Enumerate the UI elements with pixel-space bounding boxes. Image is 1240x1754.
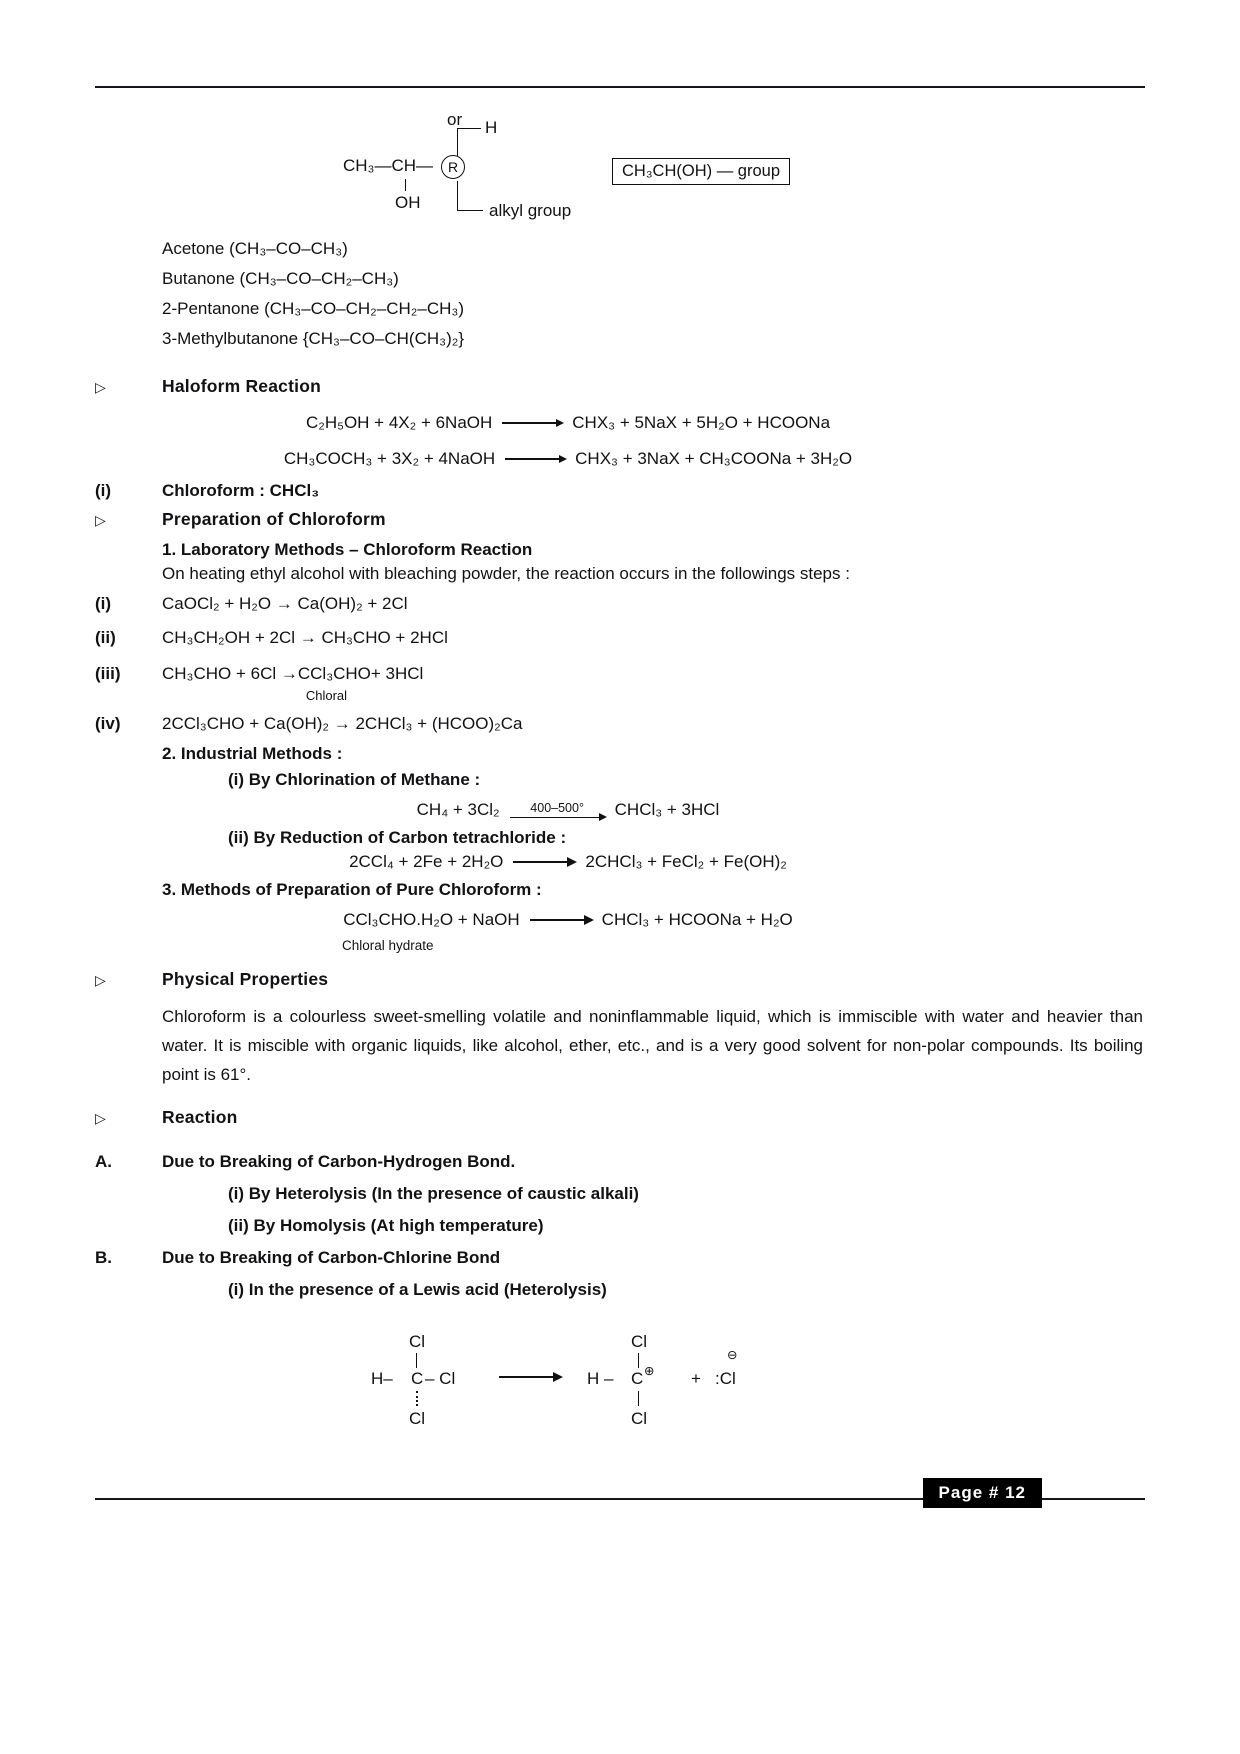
arrow-bullet-icon: ▷ bbox=[95, 972, 106, 988]
hydroxyl-label: OH bbox=[395, 193, 421, 212]
item-a-sub2: (ii) By Homolysis (At high temperature) bbox=[228, 1216, 544, 1235]
ccl4-equation bbox=[95, 852, 1145, 872]
step-num: (ii) bbox=[95, 628, 116, 647]
item-b-label: B. bbox=[95, 1248, 112, 1267]
physical-properties-title: Physical Properties bbox=[162, 969, 329, 989]
cl-bottom: Cl bbox=[409, 1409, 426, 1428]
c-cl-bond bbox=[416, 1353, 417, 1368]
chloral-hydrate-label: Chloral hydrate bbox=[342, 938, 434, 953]
carbocation-molecule bbox=[587, 1332, 687, 1432]
heterolysis-mechanism bbox=[95, 1332, 1145, 1442]
ketone-pentanone: 2-Pentanone (CH₃–CO–CH₂–CH₂–CH₃) bbox=[162, 299, 464, 318]
reaction-arrow-icon bbox=[510, 817, 605, 819]
ketone-examples bbox=[95, 234, 1145, 354]
step-equation: CH₃CH₂OH + 2Cl → CH₃CHO + 2HCl bbox=[162, 628, 448, 647]
step-equation: 2CCl₃CHO + Ca(OH)₂ → 2CHCl₃ + (HCOO)₂Ca bbox=[162, 714, 523, 733]
lab-methods-intro: On heating ethyl alcohol with bleaching powder, the reaction occurs in the followings steps : bbox=[162, 564, 850, 583]
r-group-circle: R bbox=[441, 155, 465, 179]
chloroform-molecule bbox=[359, 1332, 489, 1432]
ccl4-heading: (ii) By Reduction of Carbon tetrachloride : bbox=[228, 828, 567, 847]
industrial-heading: 2. Industrial Methods : bbox=[162, 744, 343, 763]
reaction-title: Reaction bbox=[162, 1107, 238, 1127]
breaking-c-cl-bond bbox=[416, 1391, 418, 1406]
cl-top: Cl bbox=[409, 1332, 426, 1351]
reaction-arrow-icon bbox=[499, 1376, 561, 1378]
ccl4-eq-reactants: 2CCl₄ + 2Fe + 2H₂O bbox=[349, 852, 504, 871]
haloform-eq1-reactants: C₂H₅OH + 4X₂ + 6NaOH bbox=[305, 413, 493, 432]
ch3choh-group-box: CH₃CH(OH) — group bbox=[612, 158, 790, 185]
or-label: or bbox=[447, 110, 463, 129]
item-b-sub1: (i) In the presence of a Lewis acid (Heterolysis) bbox=[228, 1280, 607, 1299]
bond-bracket-down bbox=[457, 181, 483, 211]
cl-top: Cl bbox=[631, 1332, 648, 1351]
c-oh-bond bbox=[405, 179, 406, 191]
step-equation-left: CH₃CHO + 6Cl → bbox=[162, 664, 298, 683]
lab-step-1 bbox=[95, 590, 1145, 618]
haloform-title: Haloform Reaction bbox=[162, 376, 321, 396]
lab-methods-heading: 1. Laboratory Methods – Chloroform Reaction bbox=[162, 540, 533, 559]
item-a-title: Due to Breaking of Carbon-Hydrogen Bond. bbox=[162, 1152, 516, 1171]
cl-bottom: Cl bbox=[631, 1409, 648, 1428]
conditional-arrow bbox=[510, 802, 605, 818]
alkyl-group-label: alkyl group bbox=[489, 201, 572, 220]
reaction-arrow-icon bbox=[530, 919, 592, 921]
arrow-bullet-icon: ▷ bbox=[95, 512, 106, 528]
c-cl-bond bbox=[638, 1391, 639, 1406]
haloform-eq2-reactants: CH₃COCH₃ + 3X₂ + 4NaOH bbox=[283, 449, 496, 468]
secondary-alcohol-structure bbox=[95, 100, 1145, 228]
c-cl-bond bbox=[638, 1353, 639, 1368]
reaction-item-a bbox=[95, 1152, 1145, 1172]
step-equation-mid: CCl₃CHO bbox=[297, 664, 371, 683]
arrow-bullet-icon: ▷ bbox=[95, 379, 106, 395]
physical-properties-body: Chloroform is a colourless sweet-smelling volatile and noninflammable liquid, which is immiscible with water and heavier than water. It is miscible with organic liquids, like alcohol, ether, etc., and is a very good solvent for non-polar compounds. Its boiling point is 61°. bbox=[162, 1007, 1143, 1084]
step-num: (iv) bbox=[95, 714, 121, 733]
item-a-label: A. bbox=[95, 1152, 112, 1171]
step-equation: CaOCl₂ + H₂O → Ca(OH)₂ + 2Cl bbox=[162, 594, 408, 613]
h-atom: H – bbox=[587, 1369, 614, 1388]
pure-eq-reactants: CCl₃CHO.H₂O + NaOH bbox=[343, 910, 520, 929]
chloral-formula bbox=[297, 660, 371, 703]
methane-eq-reactants: CH₄ + 3Cl₂ bbox=[416, 800, 500, 819]
cl-right: – Cl bbox=[425, 1369, 456, 1388]
carbon-chain-formula: CH₃—CH— bbox=[343, 156, 434, 175]
ketone-methylbutanone: 3-Methylbutanone {CH₃–CO–CH(CH₃)₂} bbox=[162, 329, 465, 348]
ketone-butanone: Butanone (CH₃–CO–CH₂–CH₃) bbox=[162, 269, 399, 288]
negative-charge: ⊖ bbox=[727, 1348, 738, 1362]
pure-chloroform-heading: 3. Methods of Preparation of Pure Chloroform : bbox=[162, 880, 542, 899]
chloroform-title: Chloroform : CHCl₃ bbox=[162, 481, 320, 500]
reaction-item-b bbox=[95, 1248, 1145, 1268]
physical-properties-heading bbox=[95, 969, 1145, 990]
haloform-heading bbox=[95, 376, 1145, 397]
methane-heading: (i) By Chlorination of Methane : bbox=[228, 770, 481, 789]
hydrogen-label: H bbox=[485, 118, 498, 137]
preparation-heading bbox=[95, 509, 1145, 530]
reaction-heading bbox=[95, 1107, 1145, 1128]
arrow-bullet-icon: ▷ bbox=[95, 1110, 106, 1126]
step-num: (iii) bbox=[95, 664, 121, 683]
bond-bracket-up bbox=[457, 128, 481, 156]
c-atom: C bbox=[631, 1369, 644, 1388]
pure-chloroform-equation bbox=[95, 910, 1145, 930]
chloride-label: :Cl bbox=[715, 1369, 736, 1388]
chloral-label: Chloral bbox=[305, 688, 348, 703]
top-rule bbox=[95, 86, 1145, 88]
lab-step-2 bbox=[95, 624, 1145, 652]
haloform-equation-1 bbox=[95, 413, 1145, 433]
ketone-acetone: Acetone (CH₃–CO–CH₃) bbox=[162, 239, 348, 258]
preparation-title: Preparation of Chloroform bbox=[162, 509, 386, 529]
item-b-title: Due to Breaking of Carbon-Chlorine Bond bbox=[162, 1248, 501, 1267]
item-a-sub1: (i) By Heterolysis (In the presence of caustic alkali) bbox=[228, 1184, 639, 1203]
methane-eq-products: CHCl₃ + 3HCl bbox=[614, 800, 720, 819]
lab-step-4 bbox=[95, 710, 1145, 738]
temperature-condition: 400–500° bbox=[530, 800, 584, 815]
chloroform-num: (i) bbox=[95, 481, 112, 500]
reaction-arrow-icon bbox=[513, 861, 575, 863]
haloform-eq2-products: CHX₃ + 3NaX + CH₃COONa + 3H₂O bbox=[575, 449, 853, 468]
c-atom: C bbox=[411, 1369, 424, 1388]
page-number-badge: Page # 12 bbox=[923, 1478, 1042, 1508]
ccl4-eq-products: 2CHCl₃ + FeCl₂ + Fe(OH)₂ bbox=[585, 852, 787, 871]
step-equation-right: + 3HCl bbox=[370, 664, 424, 683]
chloroform-heading bbox=[95, 481, 1145, 501]
reaction-arrow-icon bbox=[502, 422, 562, 424]
haloform-equation-2 bbox=[95, 449, 1145, 469]
h-atom: H– bbox=[371, 1369, 393, 1388]
methane-equation bbox=[95, 800, 1145, 820]
plus-sign: + bbox=[691, 1369, 701, 1388]
positive-charge: ⊕ bbox=[644, 1364, 655, 1378]
chloride-anion bbox=[687, 1332, 777, 1432]
step-num: (i) bbox=[95, 594, 112, 613]
haloform-eq1-products: CHX₃ + 5NaX + 5H₂O + HCOONa bbox=[572, 413, 831, 432]
pure-eq-products: CHCl₃ + HCOONa + H₂O bbox=[601, 910, 793, 929]
reaction-arrow-icon bbox=[505, 458, 565, 460]
lab-step-3 bbox=[95, 660, 1145, 703]
